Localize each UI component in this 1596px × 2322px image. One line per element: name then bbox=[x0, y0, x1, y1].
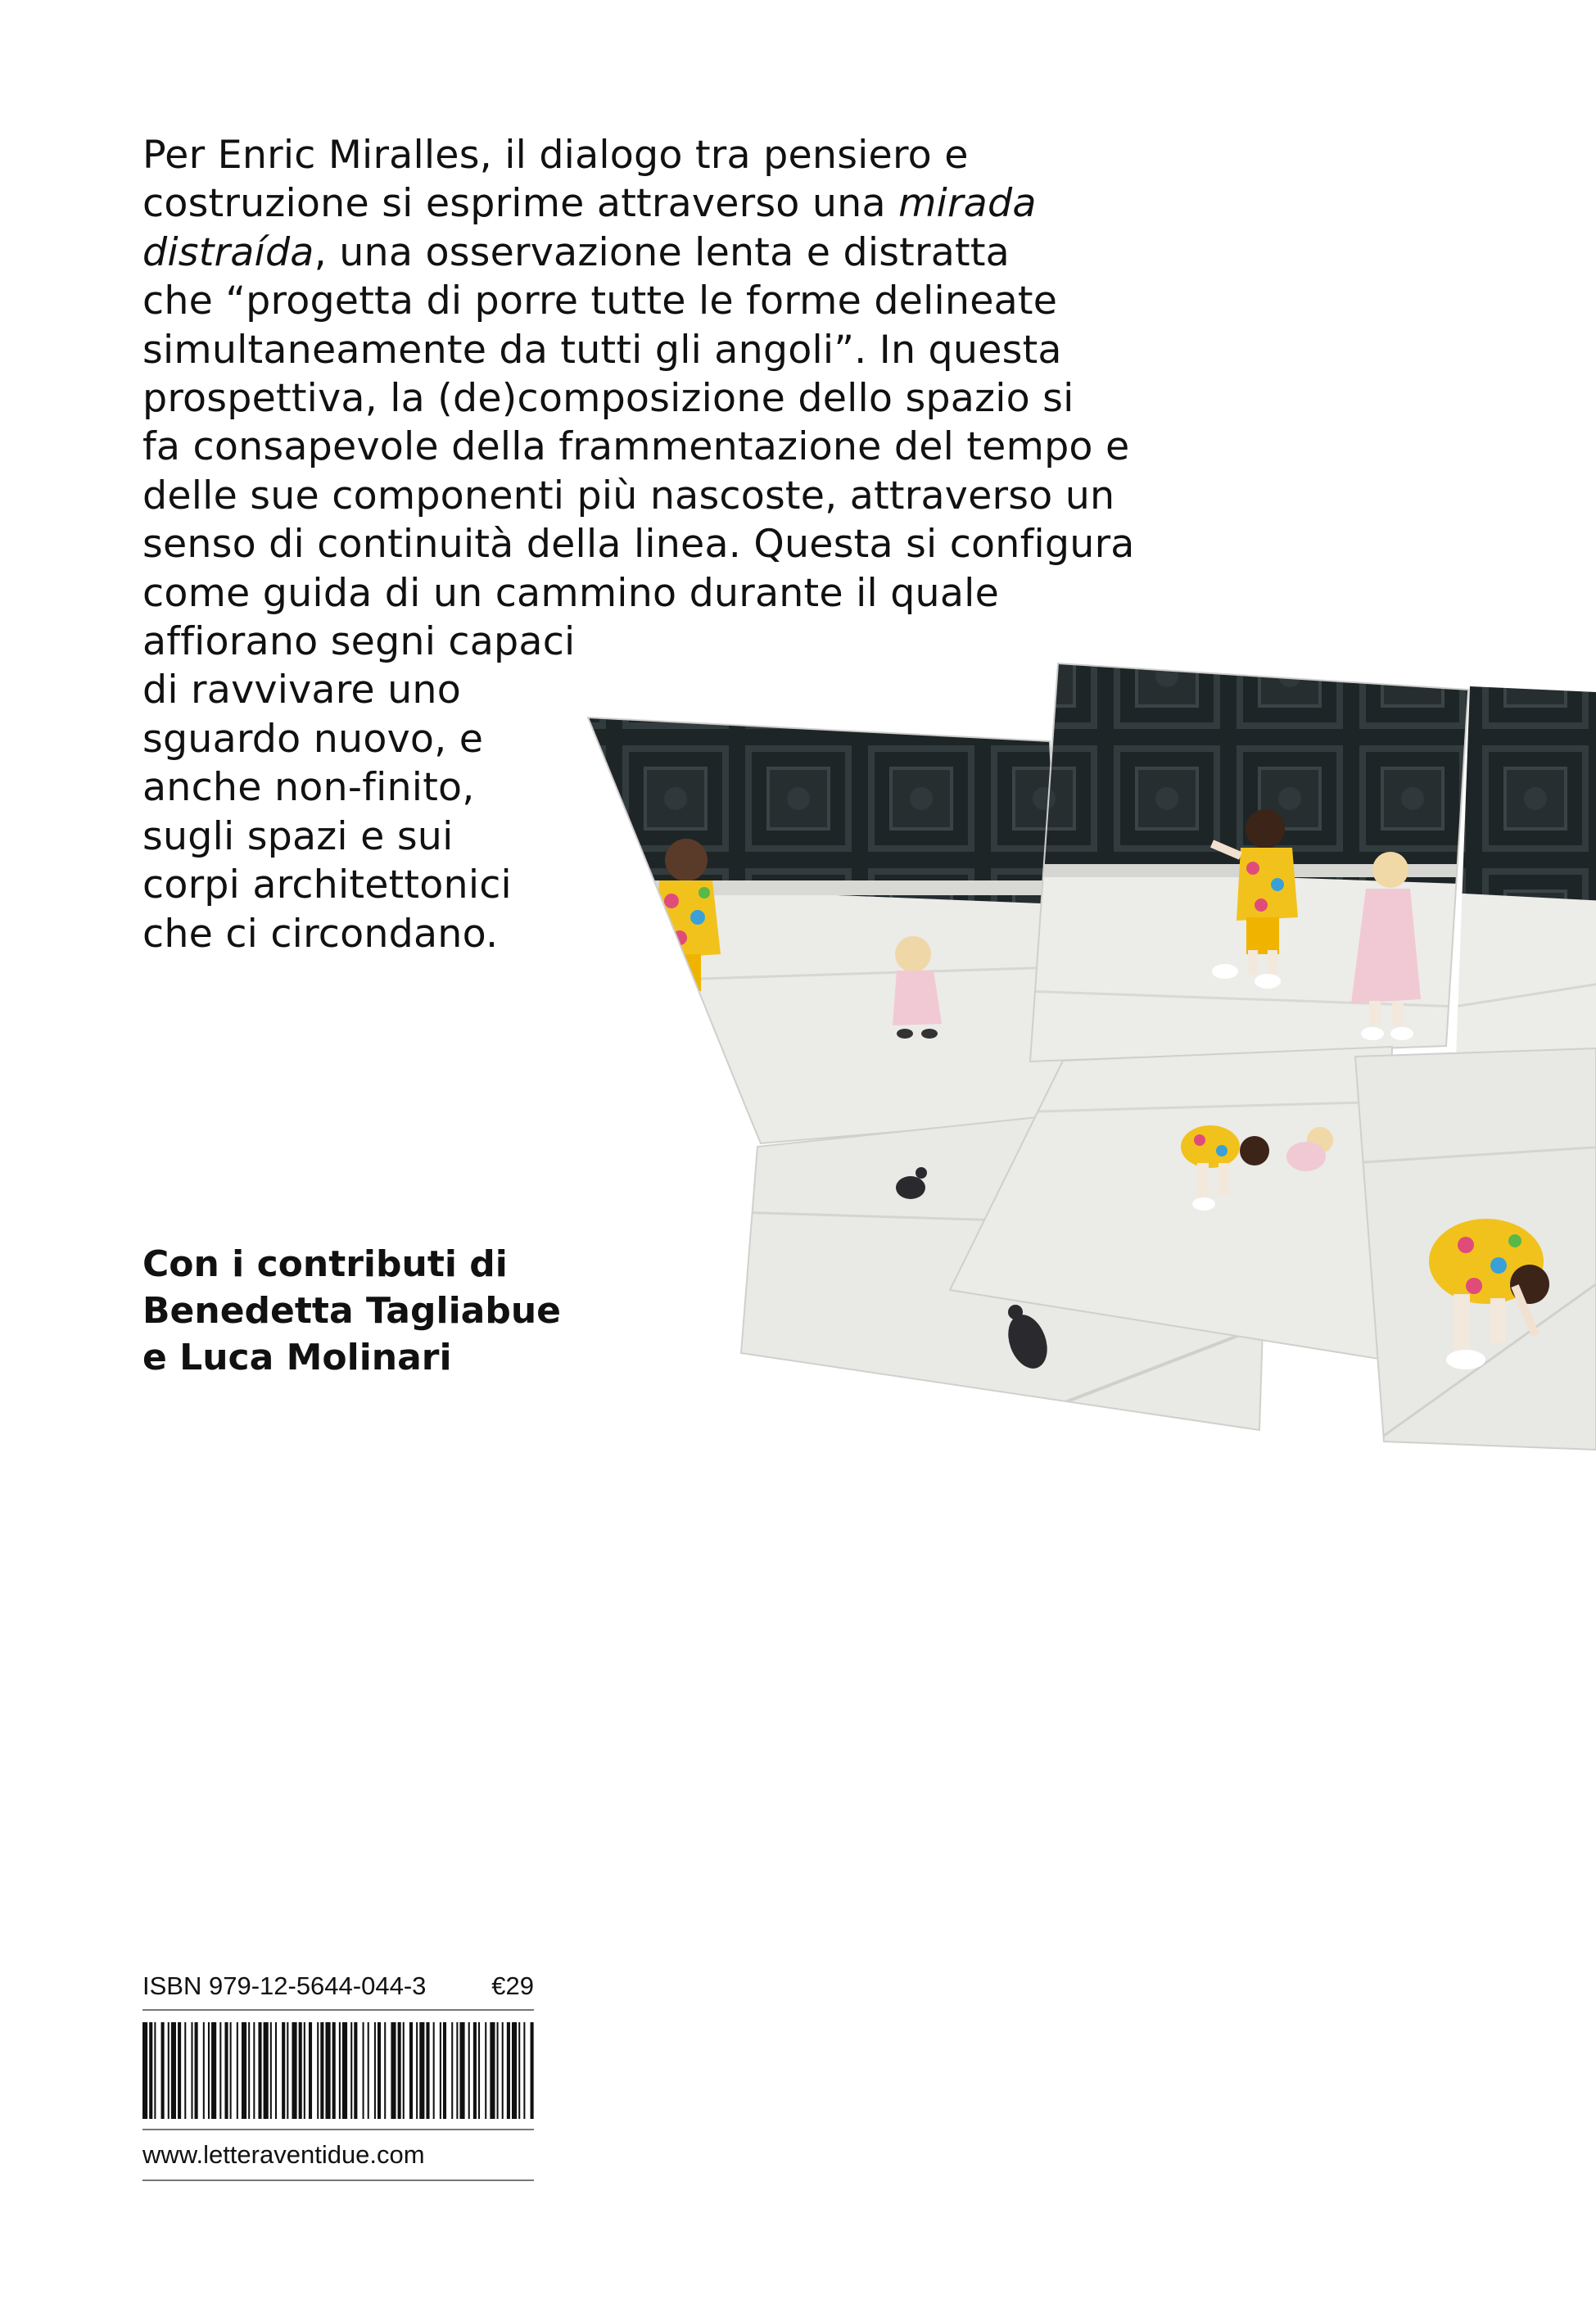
barcode-bar bbox=[339, 2022, 341, 2119]
barcode-bar bbox=[317, 2022, 319, 2119]
blurb-run: costruzione si esprime attraverso una bbox=[142, 181, 899, 227]
blurb-run: come guida di un cammino durante il quale bbox=[142, 570, 999, 616]
barcode-bar bbox=[320, 2022, 323, 2119]
blurb-run: sugli spazi e sui bbox=[142, 813, 454, 859]
blurb-text bbox=[142, 131, 1158, 958]
blurb-line bbox=[142, 569, 1158, 618]
blurb-run: simultaneamente da tutti gli angoli”. In questa bbox=[142, 327, 1062, 373]
barcode-bar bbox=[264, 2022, 269, 2119]
publisher-website[interactable]: www.letteraventidue.com bbox=[142, 2130, 534, 2181]
barcode-bar bbox=[253, 2022, 255, 2119]
blurb-line bbox=[142, 666, 1158, 714]
blurb-line bbox=[142, 423, 1158, 471]
barcode-bar bbox=[191, 2022, 192, 2119]
barcode-bar bbox=[299, 2022, 302, 2119]
barcode-bar bbox=[497, 2022, 499, 2119]
blurb-run: sguardo nuovo, e bbox=[142, 716, 484, 762]
blurb-run: fa consapevole della frammentazione del tempo e bbox=[142, 424, 1130, 470]
credits-line-3: e Luca Molinari bbox=[142, 1337, 452, 1378]
barcode-bar bbox=[142, 2022, 147, 2119]
barcode-bar bbox=[523, 2022, 525, 2119]
barcode-bar bbox=[403, 2022, 405, 2119]
barcode bbox=[142, 2022, 534, 2119]
barcode-bar bbox=[161, 2022, 165, 2119]
barcode-bar bbox=[518, 2022, 520, 2119]
blurb-run: affiorano segni capaci bbox=[142, 619, 576, 665]
barcode-bar bbox=[391, 2022, 396, 2119]
blurb-line bbox=[142, 374, 1158, 423]
barcode-bar bbox=[473, 2022, 477, 2119]
barcode-bar bbox=[490, 2022, 495, 2119]
barcode-bar bbox=[248, 2022, 250, 2119]
barcode-bar bbox=[398, 2022, 401, 2119]
barcode-bar bbox=[304, 2022, 305, 2119]
isbn-block bbox=[142, 1970, 534, 2181]
barcode-bar bbox=[184, 2022, 186, 2119]
blurb-line bbox=[142, 520, 1158, 568]
barcode-bar bbox=[456, 2022, 458, 2119]
blurb-line bbox=[142, 715, 1158, 763]
barcode-bar bbox=[451, 2022, 453, 2119]
barcode-bar bbox=[374, 2022, 376, 2119]
barcode-bar bbox=[433, 2022, 435, 2119]
blurb-run: che ci circondano. bbox=[142, 911, 499, 957]
barcode-bar bbox=[258, 2022, 261, 2119]
barcode-bar bbox=[459, 2022, 464, 2119]
blurb-italic-run: distraída bbox=[142, 229, 314, 275]
barcode-bar bbox=[171, 2022, 176, 2119]
barcode-bar bbox=[409, 2022, 413, 2119]
barcode-bar bbox=[237, 2022, 238, 2119]
barcode-bar bbox=[270, 2022, 272, 2119]
barcode-bar bbox=[368, 2022, 369, 2119]
barcode-bar bbox=[149, 2022, 152, 2119]
barcode-bar bbox=[292, 2022, 296, 2119]
barcode-bar bbox=[350, 2022, 352, 2119]
blurb-run: senso di continuità della linea. Questa si configura bbox=[142, 522, 1135, 568]
blurb-line bbox=[142, 131, 1158, 179]
barcode-bar bbox=[195, 2022, 198, 2119]
blurb-line bbox=[142, 812, 1158, 861]
barcode-bar bbox=[208, 2022, 210, 2119]
barcode-bar bbox=[502, 2022, 504, 2119]
barcode-bar bbox=[531, 2022, 534, 2119]
photo-c bbox=[1449, 680, 1596, 1073]
barcode-bar bbox=[168, 2022, 170, 2119]
blurb-line bbox=[142, 179, 1158, 228]
barcode-bar bbox=[332, 2022, 336, 2119]
blurb-line bbox=[142, 910, 1158, 958]
blurb-run: di ravvivare uno bbox=[142, 668, 461, 713]
barcode-bar bbox=[416, 2022, 418, 2119]
barcode-bar bbox=[443, 2022, 446, 2119]
barcode-bar bbox=[378, 2022, 381, 2119]
barcode-bar bbox=[219, 2022, 221, 2119]
barcode-bar bbox=[178, 2022, 181, 2119]
barcode-bar bbox=[230, 2022, 232, 2119]
isbn-row bbox=[142, 1970, 534, 2011]
barcode-bar bbox=[485, 2022, 486, 2119]
barcode-bar bbox=[507, 2022, 510, 2119]
photo-f bbox=[1351, 1040, 1596, 1458]
barcode-bar bbox=[309, 2022, 312, 2119]
barcode-bar bbox=[282, 2022, 285, 2119]
blurb-line bbox=[142, 763, 1158, 812]
barcode-bar bbox=[325, 2022, 330, 2119]
barcode-bar bbox=[363, 2022, 364, 2119]
credits-line-1: Con i contributi di bbox=[142, 1243, 508, 1285]
isbn-code: ISBN 979-12-5644-044-3 bbox=[142, 1971, 427, 2000]
blurb-run: Per Enric Miralles, il dialogo tra pensiero e bbox=[142, 133, 969, 178]
barcode-bar bbox=[419, 2022, 424, 2119]
barcode-bar bbox=[384, 2022, 386, 2119]
barcode-bar bbox=[478, 2022, 480, 2119]
barcode-bar bbox=[512, 2022, 517, 2119]
blurb-line bbox=[142, 277, 1158, 325]
blurb-italic-run: mirada bbox=[898, 181, 1037, 227]
blurb-run: , una osservazione lenta e distratta bbox=[314, 229, 1010, 275]
blurb-line bbox=[142, 618, 1158, 666]
price: €29 bbox=[491, 1971, 534, 2000]
blurb-line bbox=[142, 861, 1158, 909]
blurb-run: delle sue componenti più nascoste, attraverso un bbox=[142, 473, 1115, 518]
blurb-line bbox=[142, 229, 1158, 277]
barcode-bar bbox=[211, 2022, 216, 2119]
blurb-run: prospettiva, la (de)composizione dello spazio si bbox=[142, 376, 1074, 422]
barcode-bar bbox=[426, 2022, 429, 2119]
credits-line-2: Benedetta Tagliabue bbox=[142, 1290, 562, 1332]
blurb-line bbox=[142, 472, 1158, 520]
blurb-line bbox=[142, 326, 1158, 374]
blurb-run: corpi architettonici bbox=[142, 862, 512, 908]
barcode-bar bbox=[203, 2022, 205, 2119]
blurb-run: anche non-finito, bbox=[142, 765, 475, 811]
barcode-bar bbox=[287, 2022, 288, 2119]
barcode-bar bbox=[342, 2022, 347, 2119]
barcode-bar bbox=[242, 2022, 246, 2119]
credits bbox=[142, 1241, 561, 1381]
barcode-bar bbox=[354, 2022, 357, 2119]
barcode-bar bbox=[275, 2022, 277, 2119]
barcode-bar bbox=[154, 2022, 156, 2119]
barcode-bar bbox=[440, 2022, 441, 2119]
barcode-bar bbox=[468, 2022, 470, 2119]
barcode-bar bbox=[224, 2022, 228, 2119]
blurb-run: che “progetta di porre tutte le forme delineate bbox=[142, 278, 1058, 324]
